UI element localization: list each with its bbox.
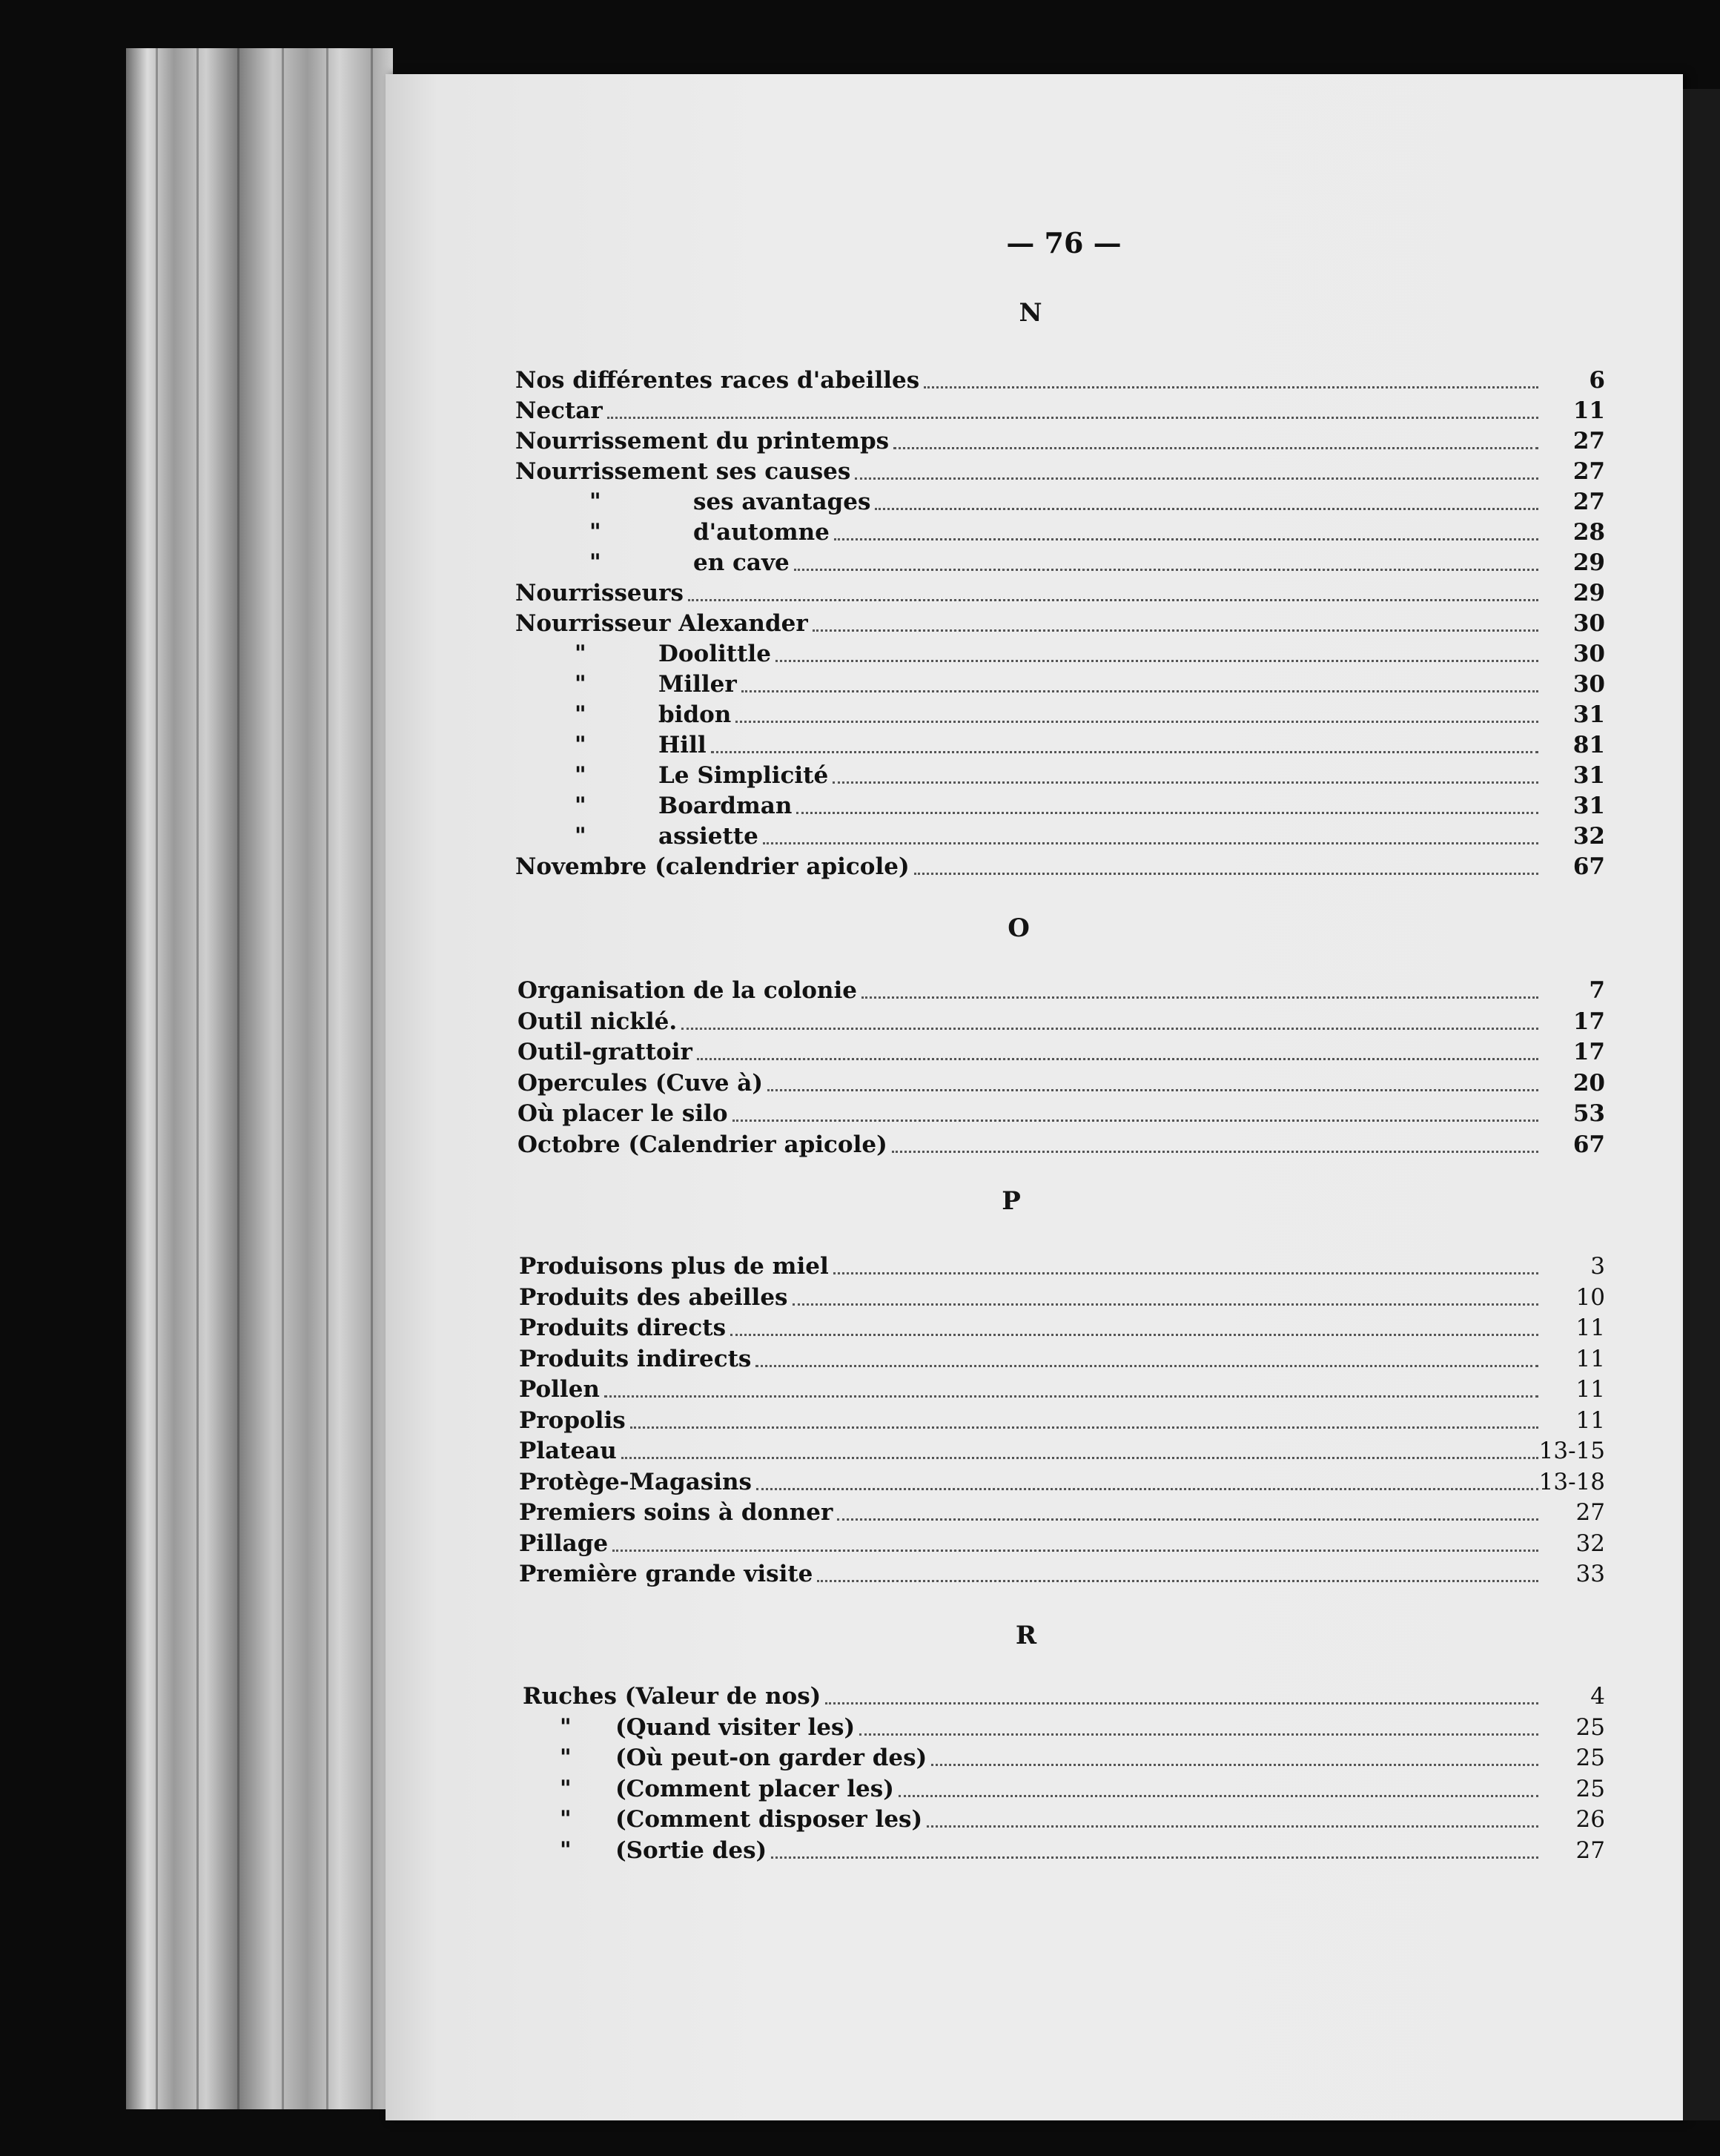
dot-leader	[630, 1426, 1538, 1429]
ditto-mark: "	[560, 1713, 572, 1740]
dot-leader	[604, 1395, 1538, 1398]
entry-page-number: 32	[1575, 1530, 1605, 1557]
entry-label: Produits indirects	[519, 1345, 752, 1372]
ditto-mark: "	[560, 1745, 572, 1770]
dot-leader	[931, 1764, 1538, 1766]
dot-leader	[794, 569, 1538, 571]
index-entry	[0, 853, 1720, 883]
entry-label: Hill	[658, 732, 707, 758]
index-entry	[0, 1376, 1720, 1406]
dot-leader	[688, 599, 1538, 601]
entry-page-number: 33	[1575, 1561, 1605, 1587]
index-entry	[0, 1253, 1720, 1283]
entry-label: assiette	[658, 823, 758, 850]
dot-leader	[621, 1457, 1538, 1459]
dot-leader	[927, 1825, 1538, 1828]
index-entry	[0, 1131, 1720, 1161]
entry-page-number: 27	[1575, 1836, 1605, 1864]
index-entry	[0, 1530, 1720, 1560]
index-entry	[0, 610, 1720, 640]
index-entry	[0, 641, 1720, 670]
entry-page-number: 27	[1572, 458, 1605, 485]
entry-label: (Comment placer les)	[615, 1775, 894, 1802]
dot-leader	[924, 386, 1538, 388]
entry-label: ses avantages	[693, 489, 871, 515]
dot-leader	[861, 996, 1538, 999]
entry-page-number: 4	[1590, 1683, 1605, 1710]
index-entry	[0, 549, 1720, 579]
entry-page-number: 31	[1572, 762, 1605, 789]
dot-leader	[756, 1488, 1538, 1490]
entry-label: bidon	[658, 701, 732, 728]
dot-leader	[813, 629, 1538, 632]
entry-label: Doolittle	[658, 641, 771, 667]
index-entry	[0, 1346, 1720, 1375]
dot-leader	[771, 1856, 1538, 1859]
ditto-mark: "	[575, 701, 586, 727]
entry-label: Propolis	[519, 1406, 626, 1434]
entry-label: en cave	[693, 549, 790, 576]
dot-leader	[697, 1058, 1538, 1060]
index-entry	[0, 762, 1720, 792]
dot-leader	[899, 1795, 1538, 1797]
ditto-mark: "	[575, 641, 586, 667]
entry-page-number: 11	[1572, 397, 1605, 424]
entry-page-number: 26	[1575, 1806, 1605, 1833]
ditto-mark: "	[589, 489, 601, 515]
dot-leader	[859, 1733, 1538, 1736]
entry-page-number: 31	[1572, 793, 1605, 819]
entry-label: Octobre (Calendrier apicole)	[517, 1131, 887, 1158]
entry-label: Produits directs	[519, 1315, 727, 1341]
index-entry	[0, 1070, 1720, 1100]
index-entry	[0, 1039, 1720, 1068]
dot-leader	[834, 538, 1538, 540]
index-entry	[0, 1315, 1720, 1344]
entry-page-number: 11	[1575, 1376, 1605, 1403]
entry-label: Le Simplicité	[658, 762, 829, 789]
index-entry	[0, 1837, 1720, 1867]
entry-label: Organisation de la colonie	[517, 977, 857, 1004]
entry-page-number: 27	[1575, 1499, 1605, 1526]
dot-leader	[825, 1702, 1538, 1704]
index-entry	[0, 1806, 1720, 1836]
entry-label: Premiers soins à donner	[519, 1499, 833, 1526]
entry-page-number: 10	[1575, 1283, 1605, 1311]
entry-page-number: 32	[1572, 823, 1605, 850]
entry-page-number: 28	[1572, 519, 1605, 546]
entry-label: Novembre (calendrier apicole)	[515, 853, 910, 880]
index-entry	[0, 397, 1720, 427]
entry-label: Outil-grattoir	[517, 1039, 692, 1065]
index-entry	[0, 1284, 1720, 1314]
dot-leader	[763, 842, 1538, 844]
entry-label: d'automne	[693, 519, 830, 546]
ditto-mark: "	[589, 549, 601, 575]
dot-leader	[833, 1272, 1538, 1274]
index-entry	[0, 701, 1720, 731]
entry-page-number: 30	[1572, 671, 1605, 698]
section-letter-r: R	[1015, 1621, 1037, 1650]
index-entry	[0, 1008, 1720, 1038]
entry-label: Nourrisseurs	[515, 580, 684, 606]
entry-page-number: 11	[1575, 1315, 1605, 1341]
entry-label: Ruches (Valeur de nos)	[523, 1683, 821, 1710]
ditto-mark: "	[589, 519, 601, 545]
dot-leader	[612, 1550, 1538, 1552]
entry-page-number: 25	[1575, 1713, 1605, 1741]
dot-leader	[732, 1120, 1538, 1122]
section-letter-o: O	[1008, 913, 1030, 943]
entry-label: Miller	[658, 671, 737, 698]
entry-page-number: 53	[1572, 1100, 1605, 1127]
entry-page-number: 30	[1572, 610, 1605, 637]
entry-page-number: 30	[1572, 641, 1605, 667]
entry-page-number: 29	[1572, 580, 1605, 606]
section-letter-p: P	[1002, 1186, 1021, 1216]
dot-leader	[875, 508, 1538, 510]
index-entry	[0, 732, 1720, 761]
dot-leader	[817, 1580, 1538, 1582]
index-entry	[0, 1561, 1720, 1590]
ditto-mark: "	[575, 762, 586, 788]
entry-page-number: 11	[1575, 1345, 1605, 1372]
entry-label: (Quand visiter les)	[615, 1713, 856, 1741]
dot-leader	[837, 1518, 1538, 1521]
dot-leader	[607, 417, 1538, 419]
dot-leader	[914, 873, 1538, 875]
dot-leader	[833, 781, 1538, 784]
entry-label: Première grande visite	[519, 1561, 813, 1587]
entry-page-number: 81	[1572, 732, 1605, 758]
ditto-mark: "	[560, 1775, 572, 1802]
index-entry	[0, 428, 1720, 457]
ditto-mark: "	[575, 793, 586, 819]
entry-page-number: 11	[1575, 1406, 1605, 1434]
index-entry	[0, 367, 1720, 397]
dot-leader	[741, 690, 1538, 692]
entry-label: Opercules (Cuve à)	[517, 1069, 764, 1097]
entry-label: Protège-Magasins	[519, 1468, 752, 1495]
dot-leader	[681, 1028, 1538, 1030]
entry-label: Nourrisseur Alexander	[515, 610, 808, 637]
index-entry	[0, 1438, 1720, 1467]
entry-page-number: 29	[1572, 549, 1605, 576]
entry-page-number: 27	[1572, 489, 1605, 515]
entry-label: Produits des abeilles	[519, 1283, 788, 1311]
entry-label: (Où peut-on garder des)	[615, 1745, 927, 1771]
index-entry	[0, 1469, 1720, 1498]
index-entry	[0, 580, 1720, 609]
entry-page-number: 25	[1575, 1745, 1605, 1771]
index-entry	[0, 1745, 1720, 1774]
entry-page-number: 20	[1572, 1069, 1605, 1097]
entry-page-number: 17	[1572, 1008, 1605, 1035]
entry-label: Outil nicklé.	[517, 1008, 678, 1035]
index-entry	[0, 1776, 1720, 1805]
index-entry	[0, 977, 1720, 1007]
entry-page-number: 17	[1572, 1039, 1605, 1065]
dot-leader	[892, 1151, 1538, 1153]
entry-label: Pollen	[519, 1376, 600, 1403]
dot-leader	[893, 447, 1538, 449]
entry-label: Pillage	[519, 1530, 609, 1557]
index-entry	[0, 1683, 1720, 1713]
entry-page-number: 31	[1572, 701, 1605, 728]
entry-label: Boardman	[658, 793, 793, 819]
entry-page-number: 3	[1590, 1253, 1605, 1280]
entry-page-number: 6	[1589, 367, 1605, 394]
index-entry	[0, 489, 1720, 518]
dot-leader	[767, 1089, 1538, 1091]
dot-leader	[735, 721, 1538, 723]
index-entry	[0, 1499, 1720, 1529]
dot-leader	[755, 1365, 1538, 1367]
dot-leader	[796, 812, 1538, 814]
dot-leader	[855, 477, 1538, 480]
ditto-mark: "	[575, 823, 586, 849]
index-entry	[0, 458, 1720, 488]
dot-leader	[775, 660, 1538, 662]
entry-page-number: 13-15	[1538, 1438, 1605, 1464]
dot-leader	[793, 1303, 1538, 1306]
entry-page-number: 25	[1575, 1775, 1605, 1802]
ditto-mark: "	[575, 671, 586, 697]
section-letter-n: N	[1019, 298, 1042, 328]
entry-label: Nectar	[515, 397, 603, 424]
ditto-mark: "	[560, 1806, 572, 1832]
index-entry	[0, 519, 1720, 549]
entry-page-number: 7	[1589, 977, 1605, 1004]
entry-label: Nos différentes races d'abeilles	[515, 367, 920, 394]
entry-label: (Sortie des)	[615, 1836, 767, 1864]
entry-page-number: 67	[1572, 1131, 1605, 1158]
entry-label: Plateau	[519, 1438, 617, 1464]
index-entry	[0, 1407, 1720, 1437]
index-entry	[0, 823, 1720, 853]
entry-label: (Comment disposer les)	[615, 1806, 923, 1833]
entry-page-number: 67	[1572, 853, 1605, 880]
ditto-mark: "	[560, 1836, 572, 1863]
index-entry	[0, 1100, 1720, 1130]
entry-page-number: 13-18	[1538, 1468, 1605, 1495]
entry-label: Nourrissement du printemps	[515, 428, 890, 454]
index-entry	[0, 671, 1720, 701]
index-entry	[0, 793, 1720, 822]
entry-page-number: 27	[1572, 428, 1605, 454]
dot-leader	[711, 751, 1538, 753]
page-number: — 76 —	[1006, 226, 1122, 259]
dot-leader	[730, 1334, 1538, 1336]
ditto-mark: "	[575, 732, 586, 758]
index-entry	[0, 1714, 1720, 1744]
entry-label: Nourrissement ses causes	[515, 458, 851, 485]
entry-label: Produisons plus de miel	[519, 1253, 829, 1280]
entry-label: Où placer le silo	[517, 1100, 728, 1127]
